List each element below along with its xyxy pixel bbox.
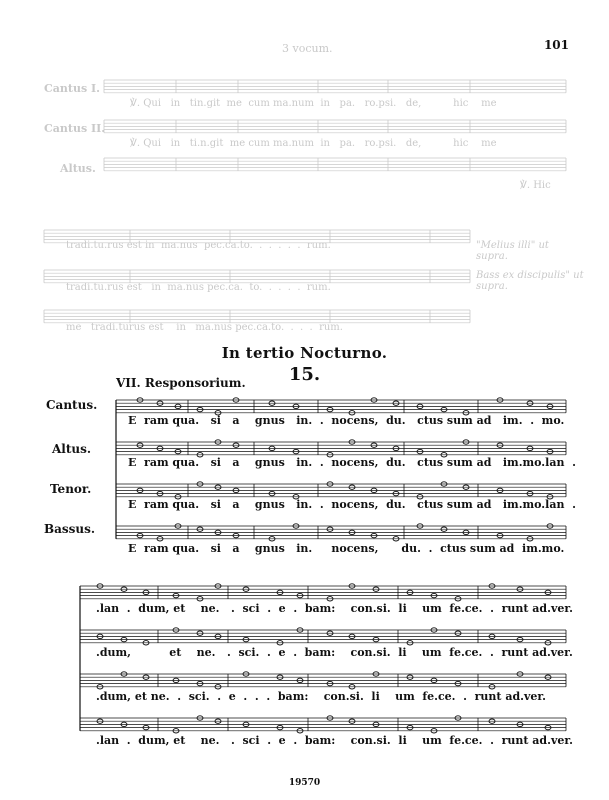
lyric-line: E ram qua. si a gnus in. . nocens, du. ctus sum ad im.mo.lan . bbox=[128, 456, 576, 469]
lyric-line: E ram qua. si a gnus in. nocens, du. . ctus sum ad im.mo. bbox=[128, 542, 565, 555]
lyric-line: E ram qua. si a gnus in. . nocens, du. ctus sum ad im. . mo. bbox=[128, 414, 565, 427]
faint-voice-label: Cantus II. bbox=[44, 122, 106, 135]
voice-label-tenor: Tenor. bbox=[50, 482, 92, 496]
faint-lyric-line: ℣. Qui in tin.git me cum ma.num in pa. ro.psi. de, hic me bbox=[130, 98, 497, 109]
lyric-line: .dum, et ne. . sci. . e . bam: con.si. li um fe.ce. . runt ad.ver. bbox=[96, 646, 573, 659]
faint-note: "Melius illi" ut supra. bbox=[476, 240, 549, 262]
piece-number: 15. bbox=[288, 364, 321, 385]
lyric-line: .lan . dum, et ne. . sci . e . bam: con.si. li um fe.ce. . runt ad.ver. bbox=[96, 602, 573, 615]
faint-lyric-line: ℣. Hic bbox=[520, 180, 551, 191]
voice-label-bassus: Bassus. bbox=[44, 522, 96, 536]
faint-lyric-line: tradi.tu.rus est in ma.nus pec.ca. to. . . . . rum. bbox=[66, 282, 331, 293]
voice-label-altus: Altus. bbox=[52, 442, 92, 456]
faint-voice-label: Cantus I. bbox=[44, 82, 100, 95]
section-title: In tertio Nocturno. bbox=[221, 344, 388, 362]
faint-header: 3 vocum. bbox=[282, 42, 333, 55]
lyric-line: .lan . dum, et ne. . sci . e . bam: con.si. li um fe.ce. . runt ad.ver. bbox=[96, 734, 573, 747]
page-number: 101 bbox=[543, 38, 569, 52]
responsory-heading: VII. Responsorium. bbox=[116, 376, 246, 390]
lyric-line: E ram qua. si a gnus in. . nocens, du. ctus sum ad im.mo.lan . bbox=[128, 498, 576, 511]
faint-note: Bass ex discipulis" ut supra. bbox=[476, 270, 584, 292]
faint-lyric-line: me tradi.turus est in ma.nus pec.ca.to. . . . rum. bbox=[66, 322, 343, 333]
voice-label-cantus: Cantus. bbox=[46, 398, 98, 412]
plate-number: 19570 bbox=[288, 778, 321, 788]
lyric-line: .dum, et ne. . sci. . e . . . bam: con.si. li um fe.ce. . runt ad.ver. bbox=[96, 690, 546, 703]
faint-voice-label: Altus. bbox=[60, 162, 96, 175]
faint-lyric-line: ℣. Qui in ti.n.git me cum ma.num in pa. ro.psi. de, hic me bbox=[130, 138, 497, 149]
faint-lyric-line: tradi.tu.rus est in ma.nus pec.ca.to. . . . . . rum. bbox=[66, 240, 331, 251]
